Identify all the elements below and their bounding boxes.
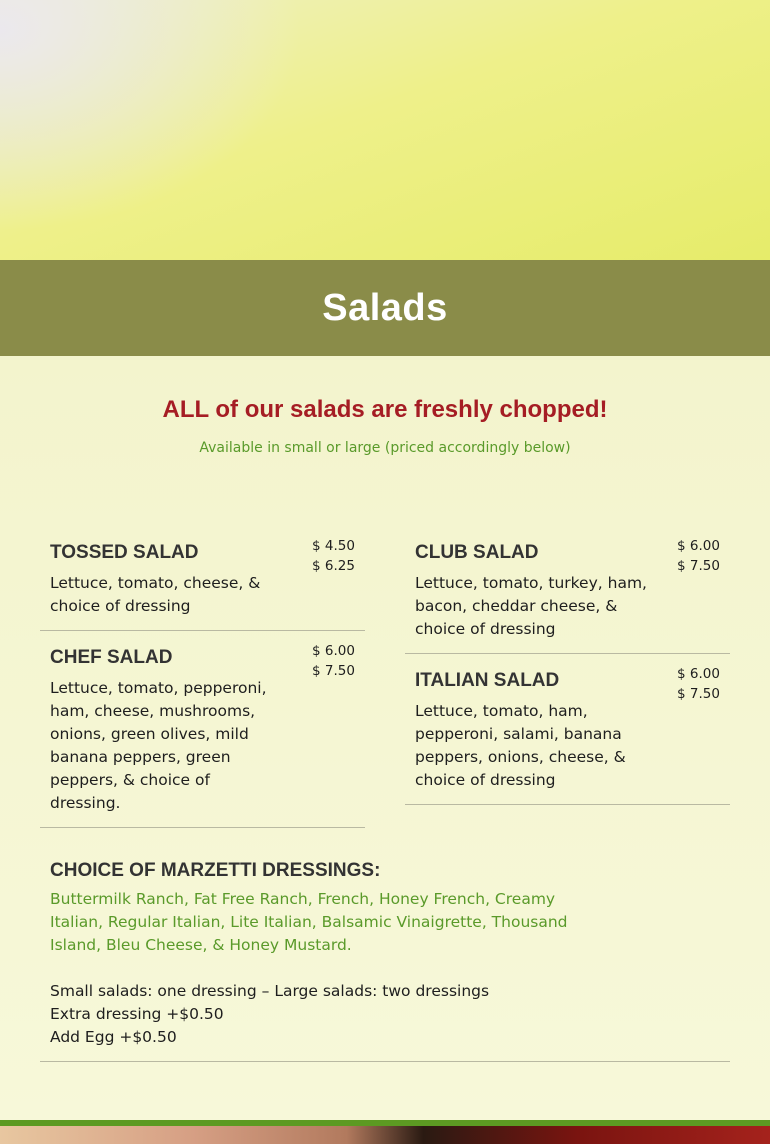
price-small: $ 6.00 xyxy=(677,538,720,554)
menu-item-chef-salad xyxy=(40,631,365,828)
item-name: CHEF SALAD xyxy=(50,647,173,668)
price-large: $ 6.25 xyxy=(312,558,355,574)
menu-item-italian-salad xyxy=(405,654,730,805)
dressings-section xyxy=(40,850,730,1062)
tagline: ALL of our salads are freshly chopped! xyxy=(162,396,608,423)
item-description: Lettuce, tomato, turkey, ham, bacon, cheddar cheese, & choice of dressing xyxy=(415,574,647,638)
menu-column-right xyxy=(405,526,730,805)
item-prices xyxy=(312,536,355,576)
price-small: $ 6.00 xyxy=(677,666,720,682)
page-title: Salads xyxy=(322,286,448,329)
dressings-notes xyxy=(50,980,720,1049)
subtitle: Available in small or large (priced accordingly below) xyxy=(199,440,571,456)
menu-item-tossed-salad xyxy=(40,526,365,631)
price-large: $ 7.50 xyxy=(677,558,720,574)
item-name: TOSSED SALAD xyxy=(50,542,199,563)
hero-image xyxy=(0,0,770,260)
price-large: $ 7.50 xyxy=(312,663,355,679)
item-description: Lettuce, tomato, ham, pepperoni, salami, banana peppers, onions, cheese, & choice of dressing xyxy=(415,702,626,789)
section-banner xyxy=(0,260,770,356)
dressings-list: Buttermilk Ranch, Fat Free Ranch, French, Honey French, Creamy Italian, Regular Italian, Lite Italian, Balsamic Vinaigrette, Thousand Island, Bleu Cheese, & Honey Mustard. xyxy=(50,890,568,954)
dressing-note: Extra dressing +$0.50 xyxy=(50,1005,224,1023)
price-large: $ 7.50 xyxy=(677,686,720,702)
menu-column-left xyxy=(40,526,365,828)
price-small: $ 6.00 xyxy=(312,643,355,659)
footer-image xyxy=(0,1126,770,1144)
item-description: Lettuce, tomato, pepperoni, ham, cheese, mushrooms, onions, green olives, mild banana peppers, green peppers, & choice of dressing. xyxy=(50,679,267,812)
item-name: CLUB SALAD xyxy=(415,542,539,563)
item-prices xyxy=(677,536,720,576)
item-description: Lettuce, tomato, cheese, & choice of dressing xyxy=(50,574,261,615)
menu-item-club-salad xyxy=(405,526,730,654)
item-prices xyxy=(677,664,720,704)
item-name: ITALIAN SALAD xyxy=(415,670,560,691)
dressing-note: Small salads: one dressing – Large salads: two dressings xyxy=(50,982,490,1000)
dressing-note: Add Egg +$0.50 xyxy=(50,1028,177,1046)
price-small: $ 4.50 xyxy=(312,538,355,554)
dressings-title: CHOICE OF MARZETTI DRESSINGS: xyxy=(50,860,381,881)
item-prices xyxy=(312,641,355,681)
menu-content xyxy=(0,356,770,1120)
